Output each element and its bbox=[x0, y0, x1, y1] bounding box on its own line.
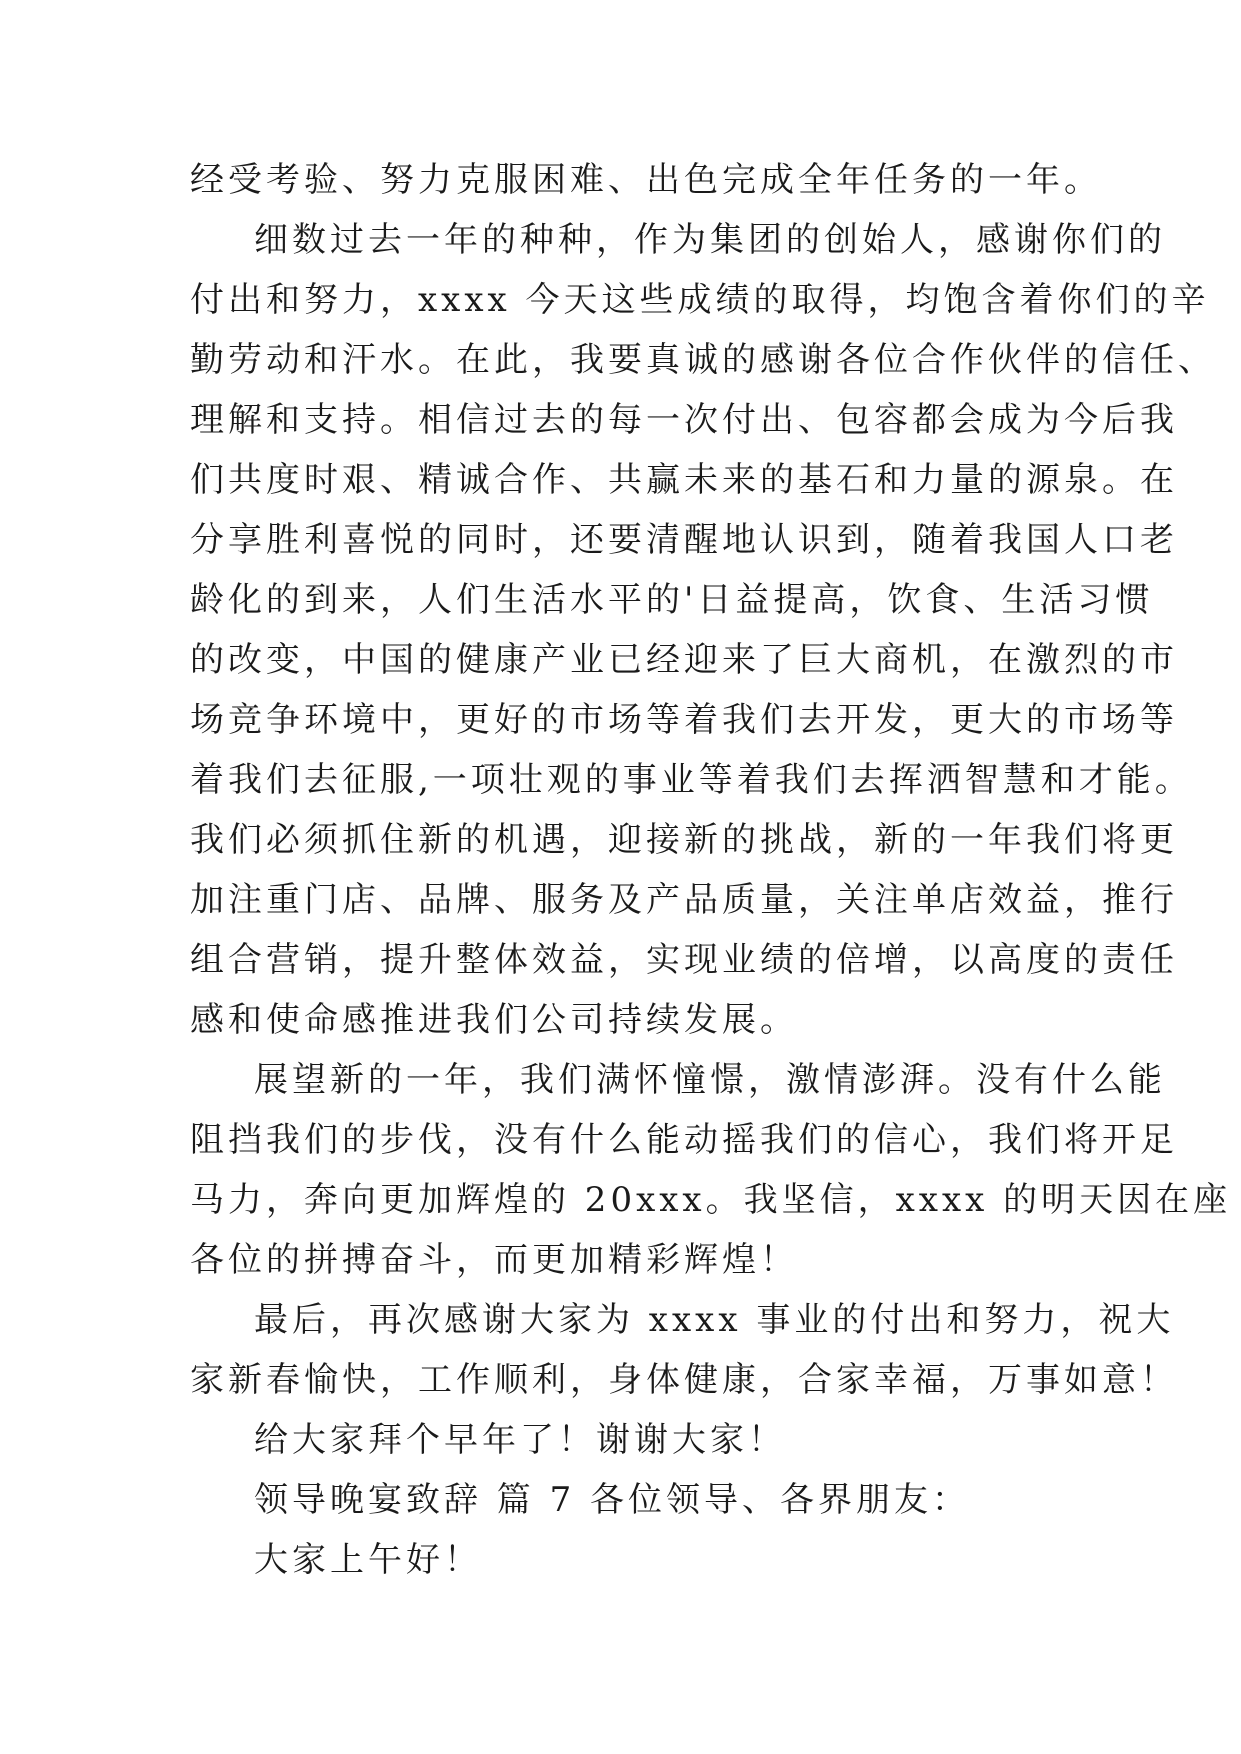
text-line: 经受考验、努力克服困难、出色完成全年任务的一年。 bbox=[190, 160, 1102, 200]
section-heading-line: 领导晚宴致辞 篇 7 各位领导、各界朋友： bbox=[254, 1480, 971, 1520]
text-line: 组合营销，提升整体效益，实现业绩的倍增，以高度的责任 bbox=[190, 940, 1178, 980]
text-line: 场竞争环境中，更好的市场等着我们去开发，更大的市场等 bbox=[190, 700, 1178, 740]
text-line: 理解和支持。相信过去的每一次付出、包容都会成为今后我 bbox=[190, 400, 1178, 440]
text-line: 阻挡我们的步伐，没有什么能动摇我们的信心，我们将开足 bbox=[190, 1120, 1178, 1160]
text-line: 马力，奔向更加辉煌的 20xxx。我坚信，xxxx 的明天因在座 bbox=[190, 1180, 1232, 1220]
text-line: 龄化的到来，人们生活水平的'日益提高，饮食、生活习惯 bbox=[190, 580, 1154, 620]
text-line: 展望新的一年，我们满怀憧憬，激情澎湃。没有什么能 bbox=[254, 1060, 1166, 1100]
document-body bbox=[190, 150, 1232, 1590]
greeting-line: 大家上午好！ bbox=[254, 1540, 482, 1580]
text-line: 们共度时艰、精诚合作、共赢未来的基石和力量的源泉。在 bbox=[190, 460, 1178, 500]
text-line: 细数过去一年的种种，作为集团的创始人，感谢你们的 bbox=[254, 220, 1166, 260]
text-line: 给大家拜个早年了！谢谢大家！ bbox=[254, 1420, 786, 1460]
text-line: 最后，再次感谢大家为 xxxx 事业的付出和努力，祝大 bbox=[254, 1300, 1175, 1340]
text-line: 付出和努力，xxxx 今天这些成绩的取得，均饱含着你们的辛 bbox=[190, 280, 1210, 320]
text-line: 着我们去征服,一项壮观的事业等着我们去挥洒智慧和才能。 bbox=[190, 760, 1193, 800]
text-line: 勤劳动和汗水。在此，我要真诚的感谢各位合作伙伴的信任、 bbox=[190, 340, 1216, 380]
text-line: 的改变，中国的健康产业已经迎来了巨大商机，在激烈的市 bbox=[190, 640, 1178, 680]
text-line: 感和使命感推进我们公司持续发展。 bbox=[190, 1000, 798, 1040]
text-line: 各位的拼搏奋斗，而更加精彩辉煌！ bbox=[190, 1240, 798, 1280]
text-line: 分享胜利喜悦的同时，还要清醒地认识到，随着我国人口老 bbox=[190, 520, 1178, 560]
text-line: 加注重门店、品牌、服务及产品质量，关注单店效益，推行 bbox=[190, 880, 1178, 920]
text-line: 我们必须抓住新的机遇，迎接新的挑战，新的一年我们将更 bbox=[190, 820, 1178, 860]
text-line: 家新春愉快，工作顺利，身体健康，合家幸福，万事如意！ bbox=[190, 1360, 1178, 1400]
